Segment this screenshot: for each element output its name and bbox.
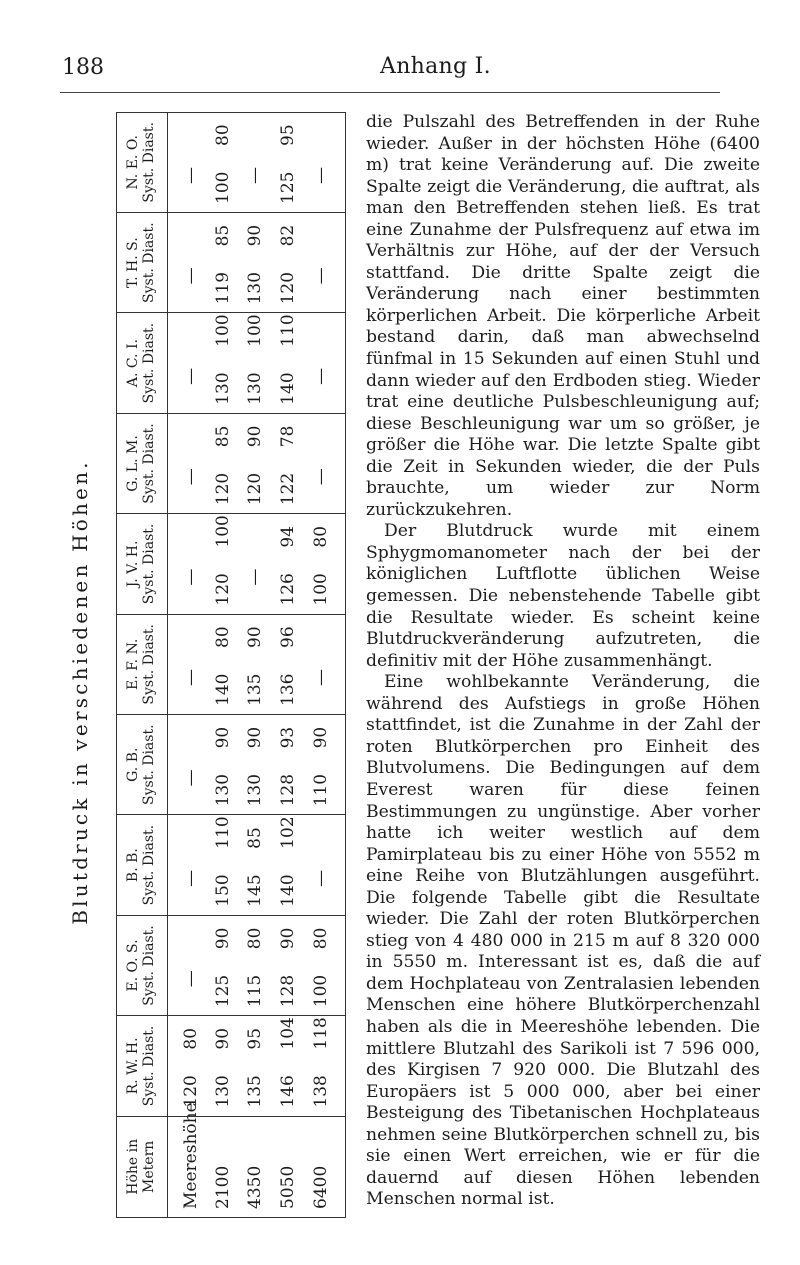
bp-row <box>278 1008 298 1115</box>
systolic-value: 140 <box>278 372 298 405</box>
bp-row <box>311 807 331 914</box>
subject-header <box>117 715 167 814</box>
systolic-value: 130 <box>245 773 265 807</box>
bp-row <box>311 305 331 412</box>
bp-row <box>181 205 201 312</box>
systolic-value: — <box>311 167 331 184</box>
systolic-value: — <box>245 568 265 586</box>
systolic-value: 128 <box>278 773 298 807</box>
subject-header <box>117 514 167 613</box>
diastolic-value: 110 <box>213 816 233 849</box>
diastolic-value: 90 <box>245 425 265 448</box>
subject-header <box>117 1016 167 1115</box>
page-number: 188 <box>62 55 104 80</box>
height-cell: 5050 <box>278 1165 298 1209</box>
systolic-value: 120 <box>181 1075 201 1108</box>
bp-row <box>311 908 331 1015</box>
diastolic-value: 80 <box>213 124 233 146</box>
systolic-value: 146 <box>278 1075 298 1108</box>
subject-column <box>117 213 345 313</box>
bp-row <box>245 707 265 814</box>
systolic-value: — <box>181 568 201 586</box>
height-cell: Meereshöhe <box>181 1102 201 1209</box>
bp-row <box>278 112 298 212</box>
diastolic-value: 80 <box>213 626 233 648</box>
systolic-value: 120 <box>213 573 233 606</box>
diastolic-value: 110 <box>278 314 298 347</box>
subject-name: J. V. H. <box>125 540 141 588</box>
subject-header <box>117 113 167 212</box>
blood-pressure-table <box>116 112 346 1218</box>
bp-row <box>213 707 233 814</box>
diastolic-value: 95 <box>278 124 298 146</box>
systolic-value: — <box>181 669 201 686</box>
subject-column <box>117 715 345 815</box>
diastolic-value: 100 <box>213 515 233 548</box>
systolic-value: 135 <box>245 673 265 706</box>
subject-column <box>117 113 345 213</box>
bp-row <box>213 406 233 513</box>
systolic-value: 100 <box>213 171 233 204</box>
systolic-value: — <box>311 367 331 385</box>
bp-row <box>213 607 233 714</box>
systolic-value: 126 <box>278 573 298 606</box>
bp-row <box>181 506 201 613</box>
subject-subheader: Syst. Diast. <box>141 925 157 1006</box>
diastolic-value: 90 <box>245 224 265 247</box>
systolic-value: — <box>181 769 201 787</box>
systolic-value: — <box>181 869 201 887</box>
systolic-value: 119 <box>213 271 233 305</box>
diastolic-value: 96 <box>278 626 298 648</box>
subject-header <box>117 313 167 412</box>
bp-row <box>181 908 201 1015</box>
bp-row <box>213 1008 233 1115</box>
diastolic-value: 85 <box>245 827 265 849</box>
bp-row <box>278 607 298 714</box>
bp-row <box>181 1008 201 1115</box>
diastolic-value: 93 <box>278 726 298 749</box>
bp-row <box>213 807 233 914</box>
systolic-value: 115 <box>245 974 265 1008</box>
subject-column <box>117 414 345 514</box>
height-cell: 2100 <box>213 1165 233 1209</box>
systolic-value: 122 <box>278 472 298 506</box>
subject-subheader: Syst. Diast. <box>141 322 157 404</box>
subject-header <box>117 615 167 714</box>
paragraph: Der Blutdruck wurde mit einem Sphygmomanometer nach der bei der königlichen Luftflotte üblichen Weise gemessen. Die nebenstehende Tabelle gibt die Resultate wieder. Es scheint keine Blutdruckveränderung aufzutreten, die definitiv mit der Höhe zusammenhängt. <box>366 521 760 671</box>
bp-row <box>311 506 331 613</box>
subject-name: G. L. M. <box>125 435 141 492</box>
subject-name: B. B. <box>125 848 141 883</box>
systolic-value: 138 <box>311 1075 331 1108</box>
height-column <box>117 1102 345 1217</box>
running-head: Anhang I. <box>380 54 491 79</box>
subject-column <box>117 514 345 614</box>
systolic-value: — <box>181 367 201 385</box>
diastolic-value: 80 <box>181 1027 201 1050</box>
bp-row <box>245 607 265 714</box>
bp-row <box>245 807 265 914</box>
systolic-value: 100 <box>311 573 331 606</box>
body-text <box>366 112 760 1211</box>
systolic-value: 120 <box>245 472 265 506</box>
subject-name: E. F. N. <box>125 638 141 690</box>
systolic-value: 120 <box>213 472 233 506</box>
bp-row <box>213 205 233 312</box>
systolic-value: 130 <box>213 372 233 405</box>
header-rule <box>60 92 720 93</box>
diastolic-value: 104 <box>278 1017 298 1050</box>
bp-row <box>213 908 233 1015</box>
diastolic-value: 82 <box>278 224 298 247</box>
diastolic-value: 78 <box>278 425 298 448</box>
bp-row <box>311 406 331 513</box>
subject-subheader: Syst. Diast. <box>141 824 157 906</box>
height-cell: 4350 <box>245 1165 265 1209</box>
diastolic-value: 94 <box>278 525 298 548</box>
diastolic-value: 95 <box>245 1027 265 1050</box>
header-divider <box>167 113 168 1217</box>
bp-row <box>278 406 298 513</box>
bp-row <box>245 112 265 212</box>
systolic-value: 128 <box>278 974 298 1008</box>
systolic-value: — <box>181 970 201 988</box>
subject-subheader: Syst. Diast. <box>141 724 157 805</box>
systolic-value: 150 <box>213 874 233 907</box>
subject-column <box>117 615 345 715</box>
diastolic-value: 85 <box>213 224 233 247</box>
bp-row <box>213 112 233 212</box>
systolic-value: 130 <box>213 1075 233 1108</box>
height-cell: 6400 <box>311 1165 331 1209</box>
subject-name: A. C. I. <box>125 339 141 388</box>
systolic-value: 135 <box>245 1075 265 1108</box>
subject-subheader: Syst. Diast. <box>141 624 157 705</box>
systolic-value: 120 <box>278 271 298 305</box>
systolic-value: — <box>181 167 201 184</box>
bp-row <box>245 205 265 312</box>
bp-row <box>181 406 201 513</box>
subject-header <box>117 213 167 312</box>
diastolic-value: 90 <box>311 726 331 749</box>
systolic-value: — <box>311 267 331 285</box>
bp-row <box>278 506 298 613</box>
subject-subheader: Syst. Diast. <box>141 523 157 605</box>
subject-column <box>117 1016 345 1116</box>
bp-row <box>278 305 298 412</box>
diastolic-value: 90 <box>245 726 265 749</box>
systolic-value: 110 <box>311 773 331 807</box>
bp-row <box>245 406 265 513</box>
paragraph: die Pulszahl des Betreffenden in der Ruhe wieder. Außer in der höchsten Höhe (6400 m) trat keine Veränderung auf. Die zweite Spalte zeigt die Veränderung, die auftrat, als man den Betreffenden stehen ließ. Es trat eine Zunahme der Pulsfrequenz auf etwa im Verhältnis zur Höhe, auf der der Versuch stattfand. Die dritte Spalte zeigt die Veränderung nach einer bestimmten körperlichen Arbeit. Die körperliche Arbeit bestand darin, daß man abwechselnd fünfmal in 15 Sekunden auf einen Stuhl und dann wieder auf den Erdboden stieg. Wieder trat eine deutliche Pulsbeschleunigung auf; diese Beschleunigung war um so größer, je größer die Höhe war. Die letzte Spalte gibt die Zeit in Sekunden wieder, die der Puls brauchte, um wieder zur Norm zurückzukehren. <box>366 112 760 520</box>
subject-column <box>117 313 345 413</box>
bp-row <box>181 607 201 714</box>
systolic-value: 130 <box>213 773 233 807</box>
bp-row <box>181 707 201 814</box>
systolic-value: — <box>311 669 331 686</box>
bp-row <box>245 506 265 613</box>
bp-row <box>311 607 331 714</box>
bp-row <box>311 112 331 212</box>
table-title: Blutdruck in verschiedenen Höhen. <box>68 459 92 925</box>
bp-row <box>213 305 233 412</box>
bp-row <box>278 205 298 312</box>
height-column-header: Höhe in Metern <box>125 1138 157 1195</box>
diastolic-value: 118 <box>311 1017 331 1050</box>
diastolic-value: 80 <box>245 927 265 950</box>
bp-row <box>311 205 331 312</box>
systolic-value: 145 <box>245 874 265 907</box>
diastolic-value: 100 <box>213 314 233 347</box>
bp-row <box>245 908 265 1015</box>
systolic-value: — <box>181 468 201 486</box>
bp-row <box>181 807 201 914</box>
systolic-value: 140 <box>278 874 298 907</box>
subject-name: G. B. <box>125 747 141 782</box>
diastolic-value: 90 <box>213 1027 233 1050</box>
bp-row <box>278 707 298 814</box>
bp-row <box>278 908 298 1015</box>
diastolic-value: 85 <box>213 425 233 448</box>
diastolic-value: 80 <box>311 525 331 548</box>
subject-name: E. O. S. <box>125 939 141 992</box>
diastolic-value: 100 <box>245 314 265 347</box>
systolic-value: 130 <box>245 271 265 305</box>
diastolic-value: 102 <box>278 816 298 849</box>
subject-name: R. W. H. <box>125 1037 141 1095</box>
paragraph: Eine wohlbekannte Veränderung, die während des Aufstiegs in große Höhen stattfindet, ist die Zunahme in der Zahl der roten Blutkörperchen pro Einheit des Blutvolumens. Die Bedingungen auf dem Everest waren für diese feinen Bestimmungen zu ungünstige. Aber vorher hatte ich weiter westlich auf dem Pamirplateau bis zu einer Höhe von 5552 m eine Reihe von Blutzählungen ausgeführt. Die folgende Tabelle gibt die Resultate wieder. Die Zahl der roten Blutkörperchen stieg von 4 480 000 in 215 m auf 8 320 000 in 5550 m. Interessant ist es, daß die auf dem Hochplateau von Zentralasien lebenden Menschen eine höhere Blutkörperchenzahl haben als die in Meereshöhe lebenden. Die mittlere Blutzahl des Sarikoli ist 7 596 000, des Kirgisen 7 920 000. Die Blutzahl des Europäers ist 5 000 000, aber bei einer Besteigung des Tibetanischen Hochplateaus nehmen seine Blutkörperchen schnell zu, bis sie einen Wert erreichen, wie er für die dauernd auf diesen Höhen lebenden Menschen normal ist. <box>366 672 760 1210</box>
subject-header <box>117 916 167 1015</box>
systolic-value: 136 <box>278 673 298 706</box>
systolic-value: — <box>245 167 265 184</box>
subject-subheader: Syst. Diast. <box>141 423 157 504</box>
subject-subheader: Syst. Diast. <box>141 122 157 203</box>
diastolic-value: 90 <box>245 626 265 648</box>
bp-row <box>181 112 201 212</box>
systolic-value: 140 <box>213 673 233 706</box>
subject-column <box>117 815 345 915</box>
systolic-value: 130 <box>245 372 265 405</box>
bp-row <box>311 707 331 814</box>
bp-row <box>245 305 265 412</box>
table-rotated-body <box>117 113 345 1217</box>
subject-subheader: Syst. Diast. <box>141 222 157 303</box>
systolic-value: — <box>311 869 331 887</box>
subject-name: N. E. O. <box>125 135 141 190</box>
systolic-value: 125 <box>278 171 298 204</box>
bp-row <box>181 305 201 412</box>
subject-header <box>117 815 167 914</box>
diastolic-value: 90 <box>278 927 298 950</box>
subject-column <box>117 916 345 1016</box>
diastolic-value: 90 <box>213 726 233 749</box>
bp-row <box>278 807 298 914</box>
systolic-value: — <box>181 267 201 285</box>
subject-header <box>117 414 167 513</box>
bp-row <box>245 1008 265 1115</box>
subject-subheader: Syst. Diast. <box>141 1025 157 1107</box>
systolic-value: — <box>311 468 331 486</box>
bp-row <box>311 1008 331 1115</box>
subject-name: T. H. S. <box>125 237 141 289</box>
diastolic-value: 80 <box>311 927 331 950</box>
diastolic-value: 90 <box>213 927 233 950</box>
bp-row <box>213 506 233 613</box>
systolic-value: 125 <box>213 974 233 1008</box>
systolic-value: 100 <box>311 974 331 1008</box>
